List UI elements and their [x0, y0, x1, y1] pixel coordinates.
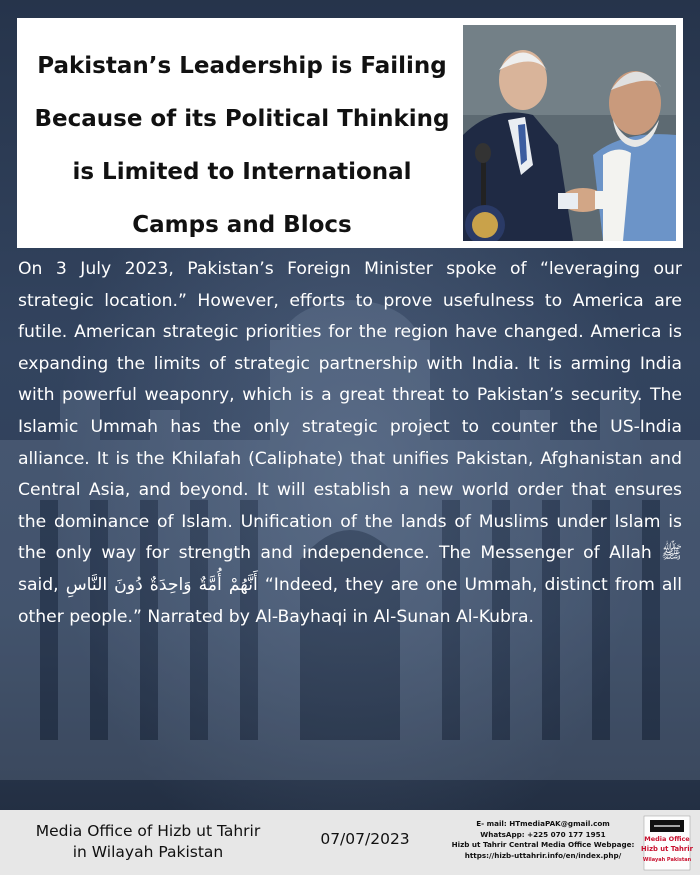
footer-bar: [0, 810, 700, 875]
article-body: [18, 254, 682, 633]
svg-text:Wilayah Pakistan: Wilayah Pakistan: [642, 857, 692, 863]
photo-illustration: [463, 25, 676, 241]
office-line-1: Media Office of Hizb ut Tahrir: [35, 822, 261, 840]
quote-translation: “Indeed, they are one Ummah, distinct from all other people.” Narrated by Al-Bayhaqi in Al-Sunan Al-Kubra.: [18, 574, 682, 627]
headline-line-3: is Limited to International: [72, 159, 412, 185]
office-line-2: in Wilayah Pakistan: [72, 843, 224, 861]
media-office-name: [18, 821, 278, 863]
logo-icon: [640, 814, 694, 872]
article-text: On 3 July 2023, Pakistan’s Foreign Minister spoke of “leveraging our strategic location.” However, efforts to prove usefulness to America are futile. American strategic priorities for the region have changed. America is expanding the limits of strategic partnership with India. It is arming India with powerful weaponry, which is a great threat to Pakistan’s security. The Islamic Ummah has the only strategic project to counter the US-India alliance. It is the Khilafah (Caliphate) that unifies Pakistan, Afghanistan and Central Asia, and beyond. It will establish a new world order that ensures the dominance of Islam. Unification of the lands of Muslims under Islam is the only way for strength and independence. The Messenger of Allah ﷺ said,: [18, 259, 682, 595]
publish-date: 07/07/2023: [320, 830, 410, 848]
headline: [27, 40, 457, 252]
title-banner: [17, 18, 683, 248]
media-office-logo: [640, 814, 694, 872]
contact-email: E- mail: HTmediaPAK@gmail.com: [476, 819, 610, 828]
headline-line-4: Camps and Blocs: [132, 212, 352, 238]
arabic-quote: أَنَّهُمْ أُمَّةٌ وَاحِدَةٌ دُونَ النَّاسِ: [65, 574, 258, 595]
headline-line-2: Because of its Political Thinking: [34, 106, 450, 132]
news-photo: [463, 25, 676, 241]
headline-line-1: Pakistan’s Leadership is Failing: [37, 53, 447, 79]
contact-webpage-label: Hizb ut Tahrir Central Media Office Webpage:: [451, 840, 635, 850]
contact-info: [448, 819, 638, 861]
svg-text:Media Office: Media Office: [644, 835, 690, 843]
contact-webpage-url: https://hizb-uttahrir.info/en/index.php/: [464, 850, 622, 860]
svg-text:Hizb ut Tahrir: Hizb ut Tahrir: [641, 845, 693, 853]
contact-whatsapp: WhatsApp: +225 070 177 1951: [480, 829, 606, 839]
